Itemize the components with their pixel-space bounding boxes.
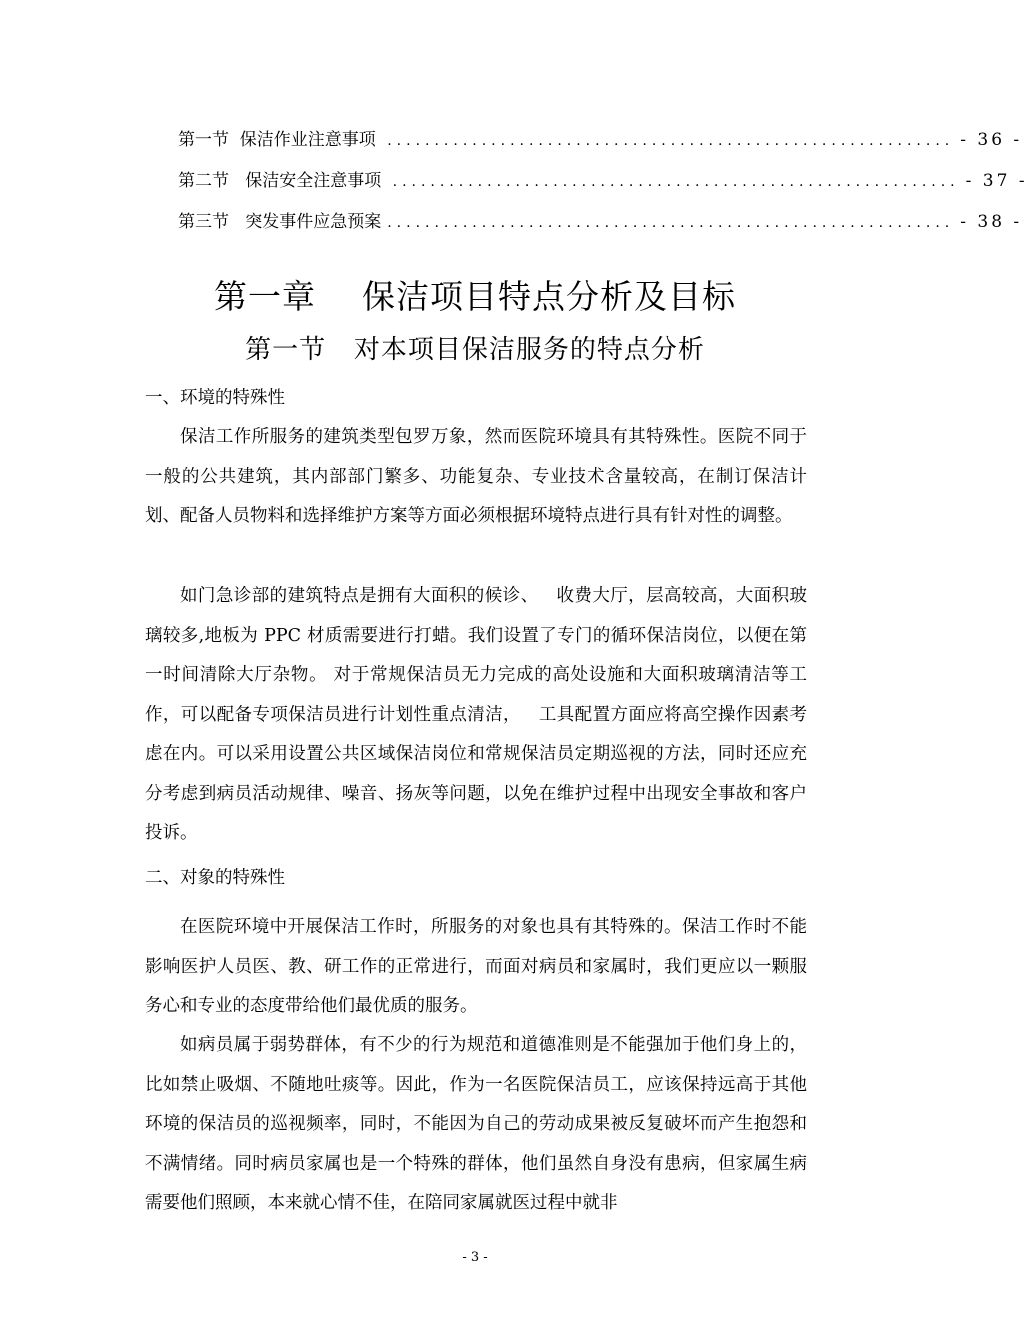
paragraph-text: 在医院环境中开展保洁工作时，所服务的对象也具有其特殊的。保洁工作时不能影响医护人员医、教、研工作的正常进行，而面对病员和家属时，我们更应以一颗服务心和专业的态度带给他们最优质的服务。 xyxy=(145,917,807,1016)
toc-entry[interactable] xyxy=(178,128,1023,169)
subheading-environment: 一、环境的特殊性 xyxy=(145,388,285,408)
section-title: 第一节 对本项目保洁服务的特点分析 xyxy=(245,335,705,365)
table-of-contents xyxy=(178,128,1028,251)
toc-entry-page: - 37 - xyxy=(965,171,1028,191)
toc-entry-title: 第一节 保洁作业注意事项 xyxy=(178,130,382,150)
toc-entry-page: - 38 - xyxy=(960,212,1023,232)
toc-entry-page: - 36 - xyxy=(960,130,1023,150)
toc-entry-title: 第三节 突发事件应急预案 xyxy=(178,212,382,232)
toc-entry[interactable] xyxy=(178,210,1023,251)
paragraph-text: 如病员属于弱势群体，有不少的行为规范和道德准则是不能强加于他们身上的，比如禁止吸烟、不随地吐痰等。因此，作为一名医院保洁员工，应该保持远高于其他环境的保洁员的巡视频率，同时，不能因为自己的劳动成果被反复破坏而产生抱怨和不满情绪。同时病员家属也是一个特殊的群体，他们虽然自身没有患病，但家属生病需要他们照顾，本来就心情不佳，在陪同家属就医过程中就非 xyxy=(145,1035,807,1213)
subheading-audience: 二、对象的特殊性 xyxy=(145,868,285,888)
paragraph xyxy=(145,908,807,1027)
page-number: - 3 - xyxy=(462,1250,488,1265)
toc-entry-title: 第二节 保洁安全注意事项 xyxy=(178,171,387,191)
paragraph xyxy=(145,418,807,537)
chapter-title: 第一章 保洁项目特点分析及目标 xyxy=(214,277,736,316)
toc-leader-dots: ............................................................ xyxy=(387,133,955,149)
paragraph xyxy=(145,577,807,854)
paragraph xyxy=(145,1026,807,1224)
toc-entry[interactable] xyxy=(178,169,1028,210)
toc-leader-dots: ............................................................ xyxy=(392,174,960,190)
paragraph-text: 如门急诊部的建筑特点是拥有大面积的候诊、 收费大厅，层高较高，大面积玻璃较多,地板为 PPC 材质需要进行打蜡。我们设置了专门的循环保洁岗位，以便在第一时间清除大厅杂物。 对于常规保洁员无力完成的高处设施和大面积玻璃清洁等工作，可以配备专项保洁员进行计划性重点清洁， 工具配置方面应将高空操作因素考虑在内。可以采用设置公共区域保洁岗位和常规保洁员定期巡视的方法，同时还应充分考虑到病员活动规律、噪音、扬灰等问题，以免在维护过程中出现安全事故和客户投诉。 xyxy=(145,586,807,843)
toc-leader-dots: ............................................................ xyxy=(387,215,955,231)
paragraph-text: 保洁工作所服务的建筑类型包罗万象，然而医院环境具有其特殊性。医院不同于一般的公共建筑，其内部部门繁多、功能复杂、专业技术含量较高，在制订保洁计划、配备人员物料和选择维护方案等方面必须根据环境特点进行具有针对性的调整。 xyxy=(145,427,807,526)
